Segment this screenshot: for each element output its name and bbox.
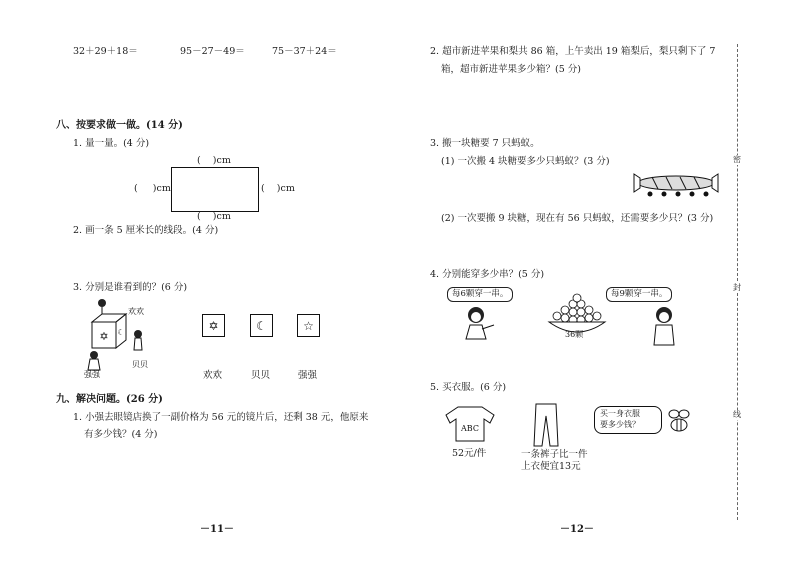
label-qiangqiang: 强强: [84, 370, 100, 379]
answer-bottom: ( )cm: [197, 211, 231, 222]
r-q2-line2: 箱，超市新进苹果多少箱？(5 分): [441, 64, 581, 75]
svg-text:✡: ✡: [99, 330, 109, 343]
star-icon: ☆: [303, 319, 314, 333]
s8-q1: 1. 量一量。(4 分): [73, 138, 150, 149]
s8-q2: 2. 画一条 5 厘米长的线段。(4 分): [73, 225, 219, 236]
view-name-beibei: 贝贝: [251, 370, 271, 381]
arith-2: 95－27－49＝: [180, 46, 245, 57]
r-q4: 4. 分别能穿多少串？(5 分): [430, 269, 545, 280]
star-of-david-icon: ✡: [208, 319, 219, 333]
section8-title: 八、按要求做一做。(14 分): [56, 120, 183, 131]
svg-text:ABC: ABC: [461, 424, 479, 433]
svg-text:☾: ☾: [117, 328, 125, 337]
view-name-qiangqiang: 强强: [298, 370, 318, 381]
r-q3: 3. 搬一块糖要 7 只蚂蚁。: [430, 138, 540, 149]
seal-label-mi: 密: [733, 155, 741, 164]
r-q3-2: (2) 一次要搬 9 块糖，现在有 56 只蚂蚁，还需要多少只？(3 分): [441, 213, 714, 224]
girl-left-illustration: [462, 305, 498, 345]
seal-line: [737, 44, 738, 520]
s9-q1-line2: 有多少钱？(4 分): [84, 429, 158, 440]
page-number-right: －12－: [560, 524, 594, 535]
view-box-star: [297, 314, 320, 337]
view-box-star-of-david: [202, 314, 225, 337]
r-q2-line1: 2. 超市新进苹果和梨共 86 箱，上午卖出 19 箱梨后，梨只剩下了 7: [430, 46, 716, 57]
answer-left: ( )cm: [134, 183, 171, 194]
bee-illustration: [664, 408, 694, 436]
arith-1: 32＋29＋18＝: [73, 46, 138, 57]
label-beibei: 贝贝: [132, 360, 148, 369]
answer-top: ( )cm: [197, 155, 231, 166]
s9-q1-line1: 1. 小强去眼镜店换了一副价格为 56 元的镜片后，还剩 38 元，他原来: [73, 412, 369, 423]
ask-line1: 买一身衣服: [600, 409, 640, 418]
bead-count: 36颗: [565, 330, 584, 339]
sweater-illustration: [444, 405, 496, 443]
seal-label-xian: 线: [733, 410, 741, 419]
measure-rectangle: [171, 167, 259, 212]
view-name-huanhuan: 欢欢: [203, 370, 223, 381]
r-q3-1: (1) 一次搬 4 块糖要多少只蚂蚁？(3 分): [441, 156, 610, 167]
page-number-left: －11－: [200, 524, 234, 535]
section9-title: 九、解决问题。(26 分): [56, 394, 163, 405]
view-box-moon: [250, 314, 273, 337]
arith-3: 75－37＋24＝: [272, 46, 337, 57]
compare-line2: 上衣便宜13元: [521, 461, 581, 472]
seal-label-feng: 封: [733, 283, 741, 292]
label-huanhuan: 欢欢: [128, 307, 144, 316]
ask-line2: 要多少钱？: [600, 420, 640, 429]
girl-right-illustration: [644, 305, 684, 349]
bubble-every-9: 每9颗穿一串。: [606, 287, 672, 302]
moon-icon: ☾: [256, 319, 267, 333]
compare-line1: 一条裤子比一件: [521, 449, 588, 460]
pants-illustration: [532, 402, 560, 448]
r-q5: 5. 买衣服。(6 分): [430, 382, 507, 393]
answer-right: ( )cm: [261, 183, 295, 194]
s8-q3: 3. 分别是谁看到的？(6 分): [73, 282, 188, 293]
sweater-price: 52元/件: [452, 448, 487, 459]
ants-carrying-candy-illustration: [632, 172, 720, 198]
bubble-every-6: 每6颗穿一串。: [447, 287, 513, 302]
